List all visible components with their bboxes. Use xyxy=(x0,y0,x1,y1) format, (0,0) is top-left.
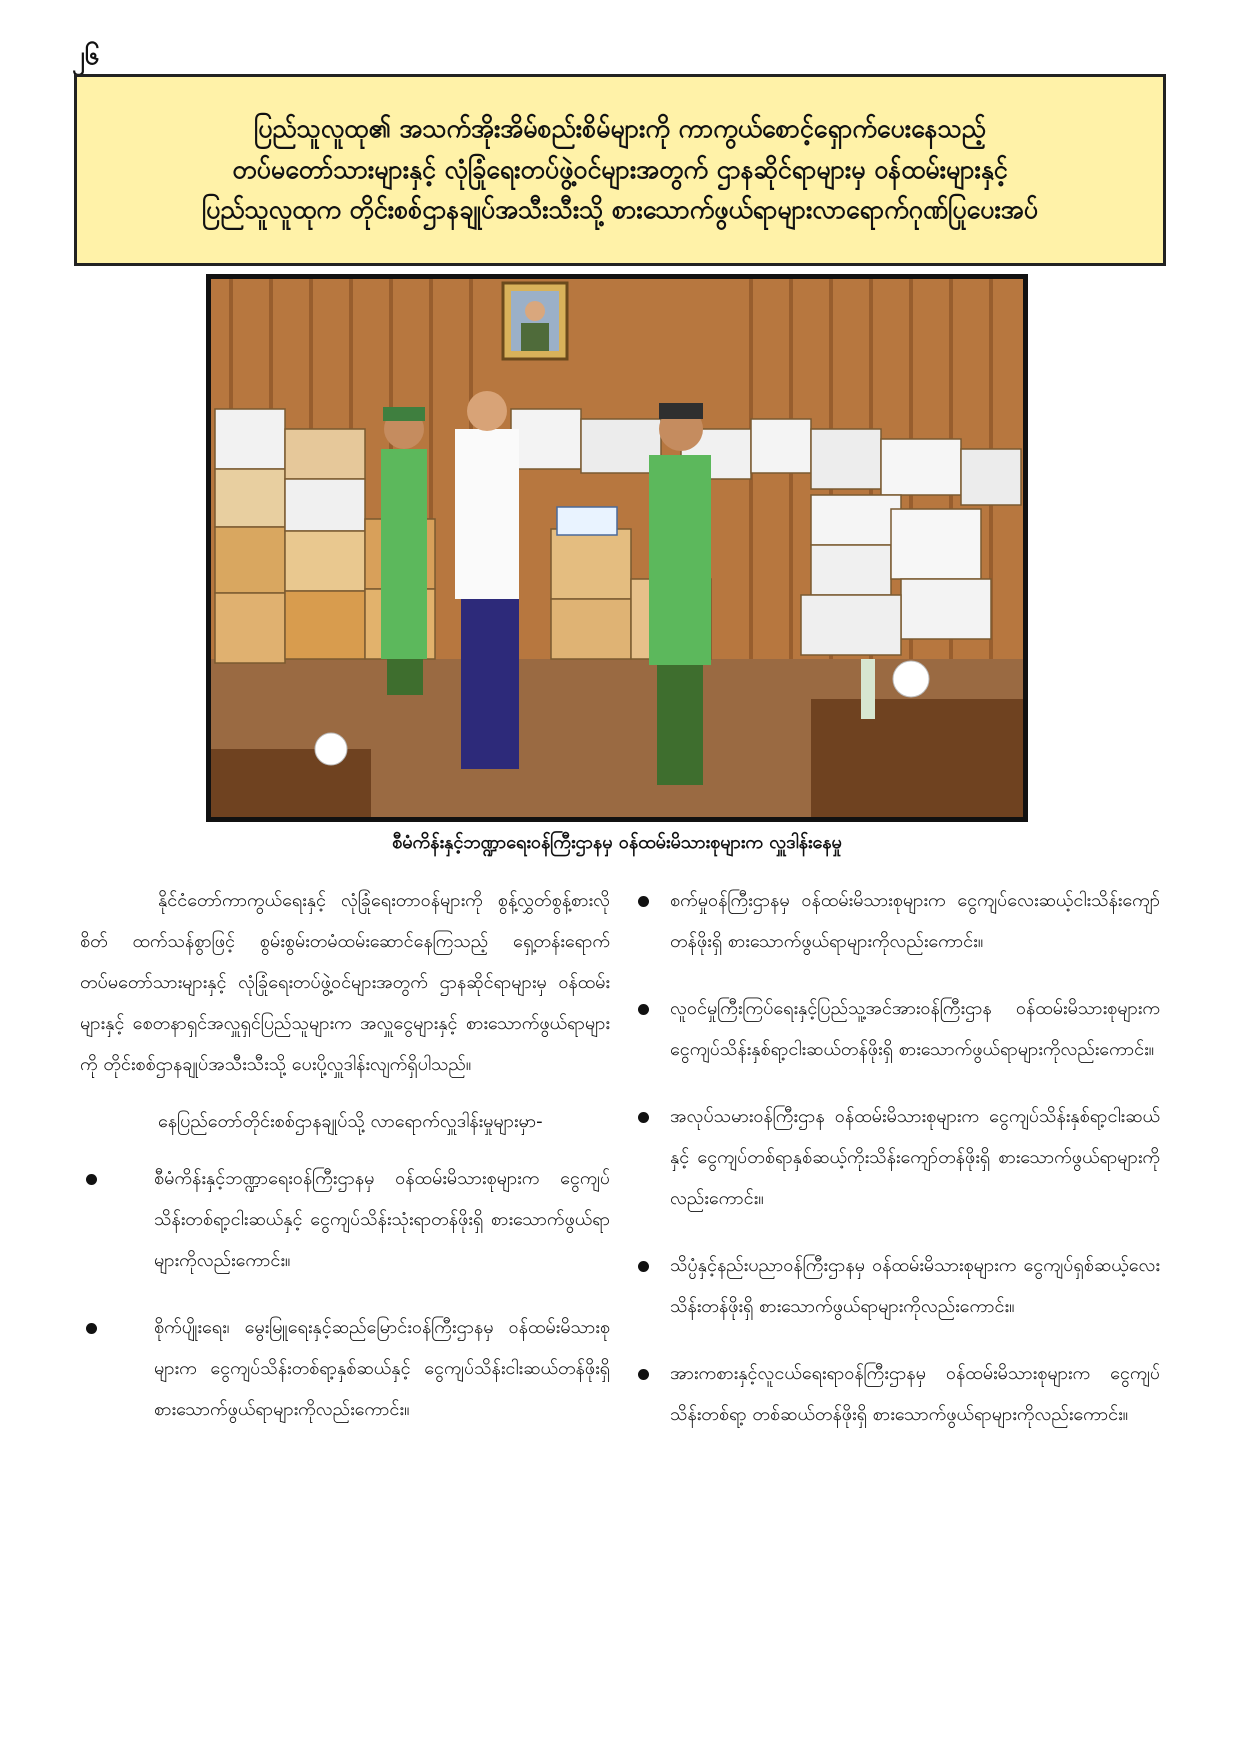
list-item xyxy=(630,1245,1160,1327)
bullet-icon xyxy=(638,896,649,907)
list-item xyxy=(80,1307,610,1430)
list-item-text: စိုက်ပျိုးရေး၊ မွေးမြူရေးနှင့်ဆည်မြောင်းဝန်ကြီးဌာနမှ ဝန်ထမ်းမိသားစုများက ငွေကျပ်သိန်းတစ်ရာ့နှစ်ဆယ်နှင့် ငွေကျပ်သိန်းငါးဆယ်တန်ဖိုးရှိ စားသောက်ဖွယ်ရာများကိုလည်းကောင်း။ xyxy=(154,1317,610,1420)
page-number: ၂၆ xyxy=(72,41,100,71)
list-item-text: သိပ္ပံနှင့်နည်းပညာဝန်ကြီးဌာနမှ ဝန်ထမ်းမိသားစုများက ငွေကျပ်ရှစ်ဆယ့်လေးသိန်းတန်ဖိုးရှိ စားသောက်ဖွယ်ရာများကိုလည်းကောင်း။ xyxy=(670,1255,1160,1317)
bullet-icon xyxy=(638,1112,649,1123)
article-left-column xyxy=(80,880,610,1456)
list-item xyxy=(80,1158,610,1281)
bullet-icon xyxy=(86,1174,97,1185)
list-item-text: စက်မှုဝန်ကြီးဌာနမှ ဝန်ထမ်းမိသားစုများက ငွေကျပ်လေးဆယ့်ငါးသိန်းကျော်တန်ဖိုးရှိ စားသောက်ဖွယ်ရာများကိုလည်းကောင်း။ xyxy=(670,890,1160,952)
headline-line: တပ်မတော်သားများနှင့် လုံခြုံရေးတပ်ဖွဲ့ဝင်များအတွက် ဌာနဆိုင်ရာများမှ ဝန်ထမ်းများနှင့် xyxy=(232,154,1008,184)
donation-ceremony-image xyxy=(211,279,1023,817)
photo-caption: စီမံကိန်းနှင့်ဘဏ္ဍာရေးဝန်ကြီးဌာနမှ ဝန်ထမ်းမိသားစုများက လှူဒါန်းနေမှု xyxy=(392,832,842,853)
bullet-icon xyxy=(638,1261,649,1272)
list-item xyxy=(630,1353,1160,1435)
donation-list xyxy=(80,1158,610,1430)
list-item xyxy=(630,988,1160,1070)
article-right-column xyxy=(630,880,1160,1461)
list-item-text: စီမံကိန်းနှင့်ဘဏ္ဍာရေးဝန်ကြီးဌာနမှ ဝန်ထမ်းမိသားစုများက ငွေကျပ်သိန်းတစ်ရာ့ငါးဆယ်နှင့် ငွေကျပ်သိန်းသုံးရာတန်ဖိုးရှိ စားသောက်ဖွယ်ရာများကိုလည်းကောင်း။ xyxy=(154,1168,610,1271)
list-item-text: အားကစားနှင့်လူငယ်ရေးရာဝန်ကြီးဌာနမှ ဝန်ထမ်းမိသားစုများက ငွေကျပ်သိန်းတစ်ရာ့ တစ်ဆယ်တန်ဖိုးရှိ စားသောက်ဖွယ်ရာများကိုလည်းကောင်း။ xyxy=(670,1363,1160,1425)
bullet-icon xyxy=(638,1004,649,1015)
news-photo xyxy=(206,274,1028,822)
bullet-icon xyxy=(86,1323,97,1334)
donation-list xyxy=(630,880,1160,1435)
headline-line: ပြည်သူလူထုက တိုင်းစစ်ဌာနချုပ်အသီးသီးသို့ စားသောက်ဖွယ်ရာများလာရောက်ဂုဏ်ပြုပေးအပ် xyxy=(201,195,1038,225)
headline-box xyxy=(74,74,1166,266)
list-item xyxy=(630,880,1160,962)
list-item-text: လူဝင်မှုကြီးကြပ်ရေးနှင့်ပြည်သူ့အင်အားဝန်ကြီးဌာန ဝန်ထမ်းမိသားစုများက ငွေကျပ်သိန်းနှစ်ရာ့ငါးဆယ်တန်ဖိုးရှိ စားသောက်ဖွယ်ရာများကိုလည်းကောင်း။ xyxy=(670,998,1160,1060)
list-item-text: အလုပ်သမားဝန်ကြီးဌာန ဝန်ထမ်းမိသားစုများက ငွေကျပ်သိန်းနှစ်ရာ့ငါးဆယ်နှင့် ငွေကျပ်တစ်ရာနှစ်ဆယ့်ကိုးသိန်းကျော်တန်ဖိုးရှိ စားသောက်ဖွယ်ရာများကိုလည်းကောင်း။ xyxy=(670,1106,1160,1209)
headline-line: ပြည်သူလူထု၏ အသက်အိုးအိမ်စည်းစိမ်များကို ကာကွယ်စောင့်ရှောက်ပေးနေသည့် xyxy=(254,114,986,144)
lead-paragraph: နေပြည်တော်တိုင်းစစ်ဌာနချုပ်သို့ လာရောက်လှူဒါန်းမှုများမှာ- xyxy=(158,1111,543,1132)
list-item xyxy=(630,1096,1160,1219)
bullet-icon xyxy=(638,1369,649,1380)
intro-paragraph: နိုင်ငံတော်ကာကွယ်ရေးနှင့် လုံခြုံရေးတာဝန်များကို စွန့်လွှတ်စွန့်စားလိုစိတ် ထက်သန်စွာဖြင့် စွမ်းစွမ်းတမံထမ်းဆောင်နေကြသည့် ရှေ့တန်းရောက်တပ်မတော်သားများနှင့် လုံခြုံရေးတပ်ဖွဲ့ဝင်များအတွက် ဌာနဆိုင်ရာများမှ ဝန်ထမ်းများနှင့် စေတနာရှင်အလှူရှင်ပြည်သူများက အလှူငွေများနှင့် စားသောက်ဖွယ်ရာများကို တိုင်းစစ်ဌာနချုပ်အသီးသီးသို့ ပေးပို့လှူဒါန်းလျက်ရှိပါသည်။ xyxy=(80,890,610,1075)
